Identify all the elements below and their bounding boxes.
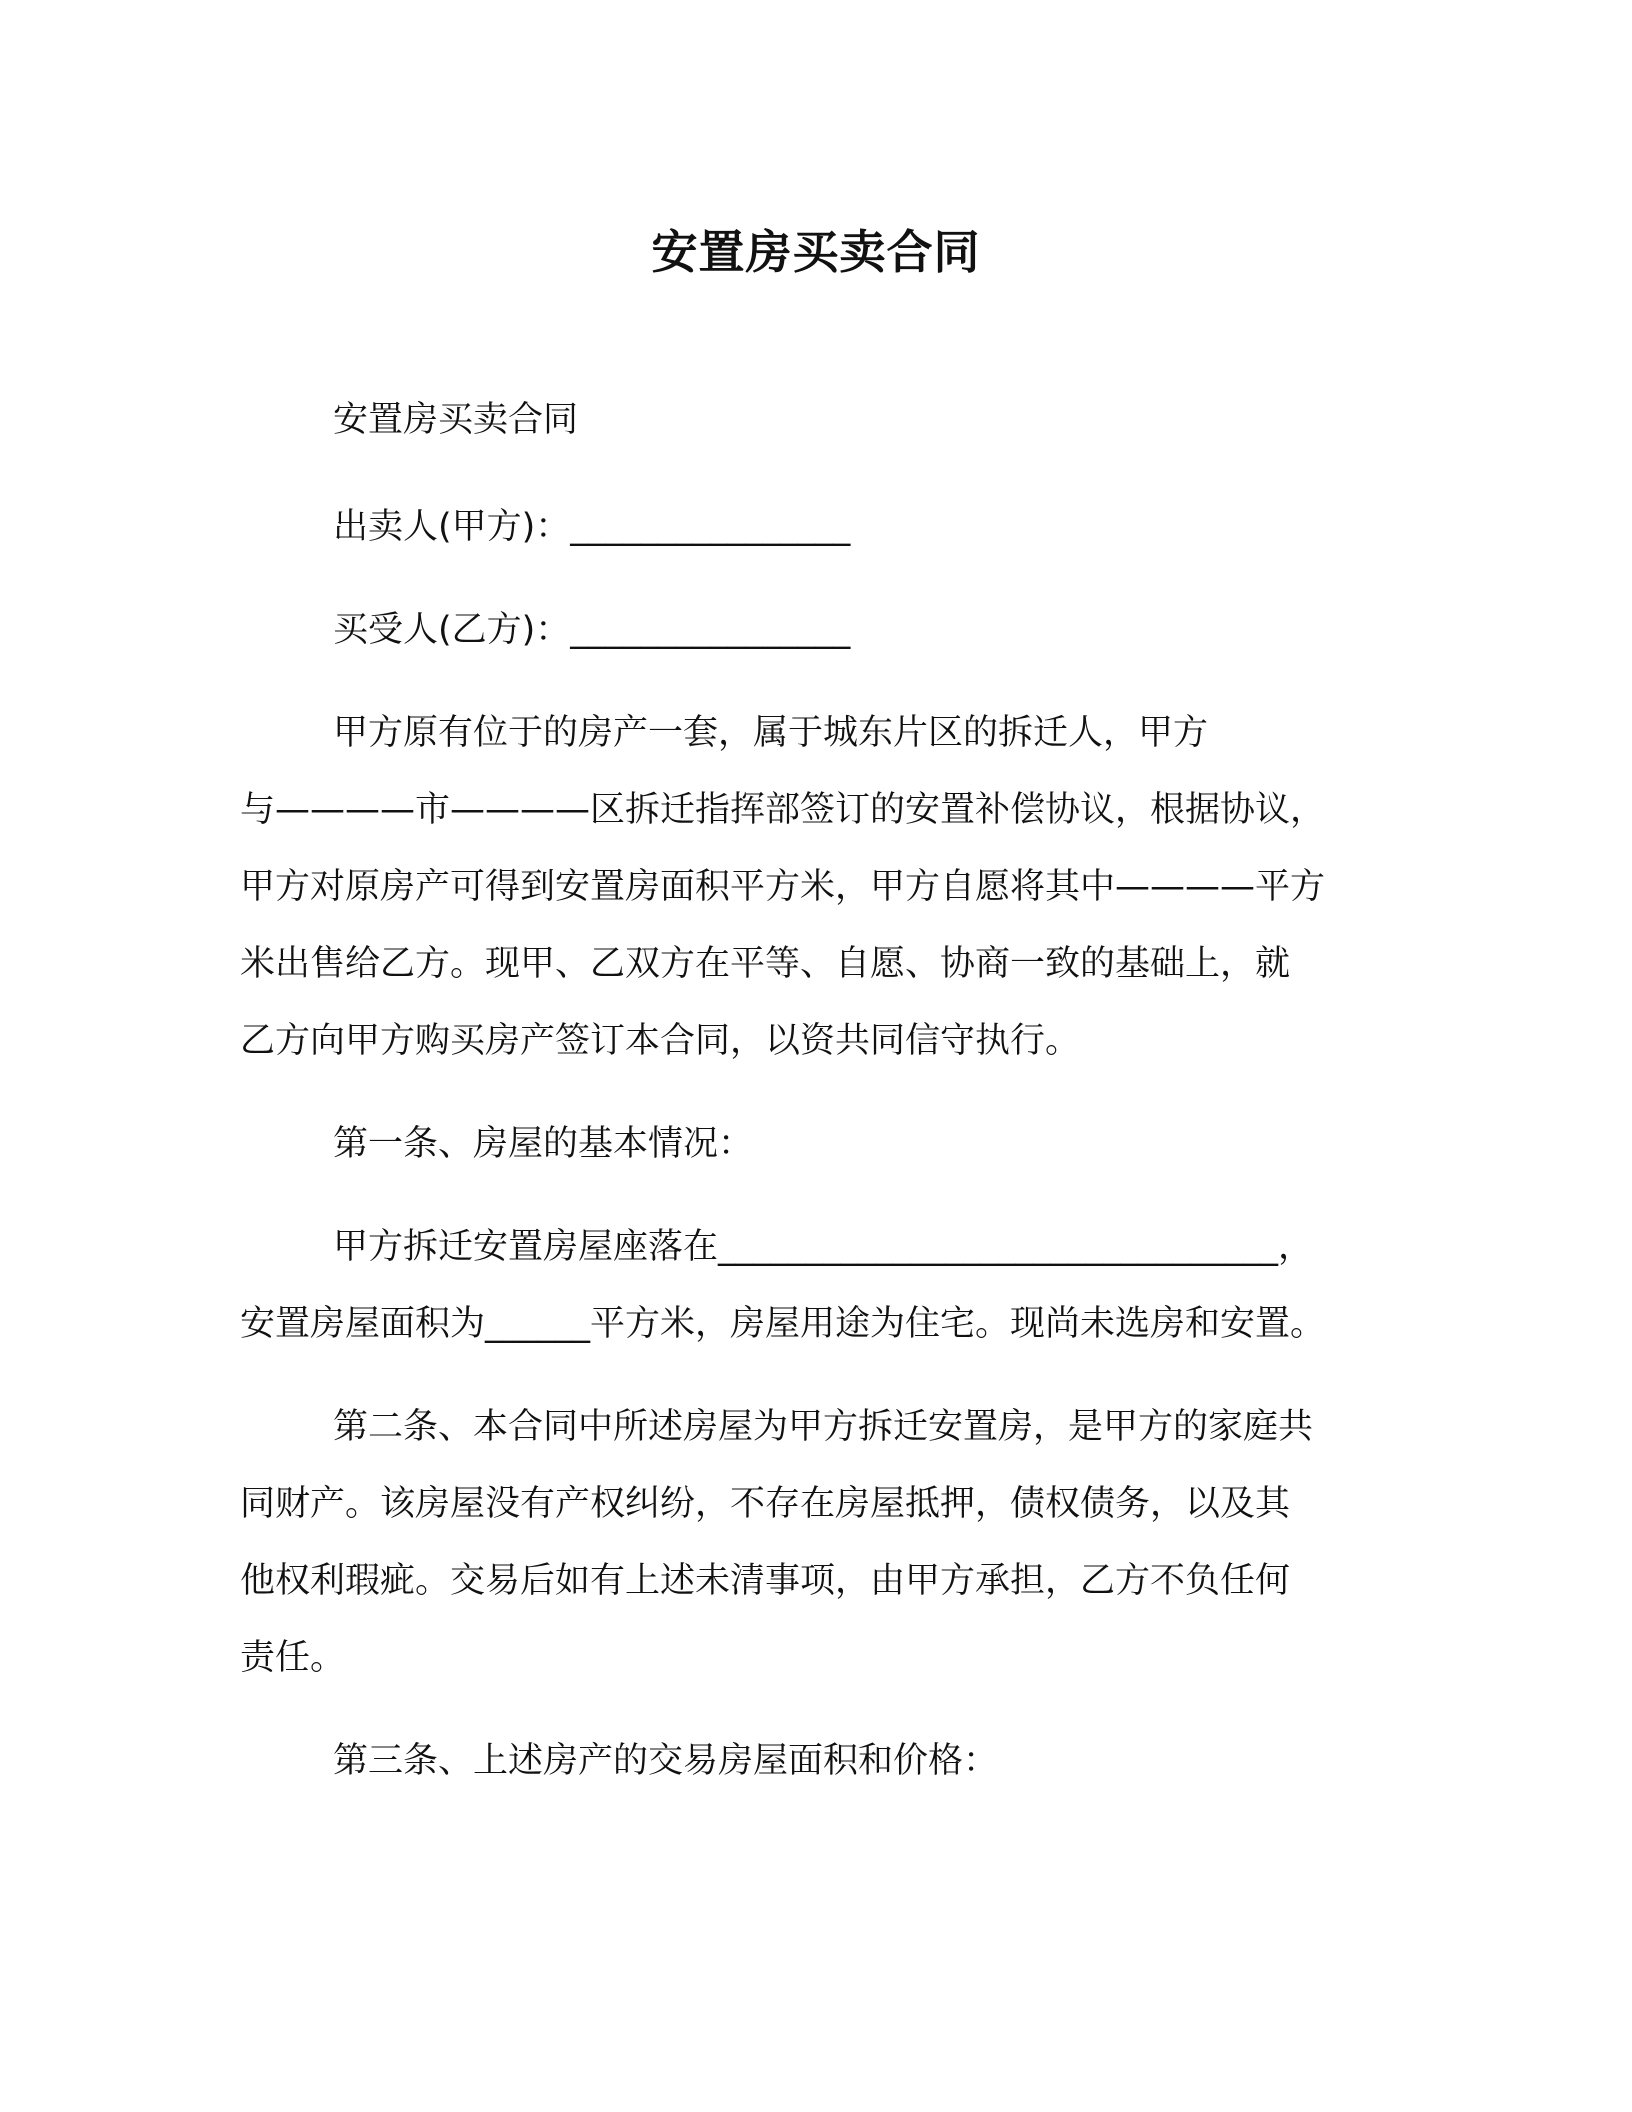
document-title: 安置房买卖合同 bbox=[651, 225, 981, 279]
article-3-heading: 第三条、上述房产的交易房屋面积和价格： bbox=[333, 1741, 999, 1781]
heading-repeat: 安置房买卖合同 bbox=[333, 400, 579, 440]
preamble-line-4: 米出售给乙方。现甲、乙双方在平等、自愿、协商一致的基础上，就 bbox=[240, 944, 1291, 984]
article-2-line-3: 他权利瑕疵。交易后如有上述未清事项，由甲方承担，乙方不负任何 bbox=[240, 1561, 1291, 1601]
article-1-line-2: 安置房屋面积为______平方米，房屋用途为住宅。现尚未选房和安置。 bbox=[240, 1304, 1326, 1344]
preamble-line-3: 甲方对原房产可得到安置房面积平方米，甲方自愿将其中————平方 bbox=[240, 867, 1326, 907]
article-2-line-1: 第二条、本合同中所述房屋为甲方拆迁安置房，是甲方的家庭共 bbox=[333, 1407, 1314, 1447]
preamble-line-2: 与————市————区拆迁指挥部签订的安置补偿协议，根据协议， bbox=[240, 790, 1326, 830]
buyer-line: 买受人(乙方)：________________ bbox=[333, 610, 851, 650]
article-2-line-2: 同财产。该房屋没有产权纠纷，不存在房屋抵押，债权债务，以及其 bbox=[240, 1484, 1291, 1524]
seller-line: 出卖人(甲方)：________________ bbox=[333, 507, 851, 547]
article-2-line-4: 责任。 bbox=[240, 1638, 346, 1678]
preamble-line-5: 乙方向甲方购买房产签订本合同，以资共同信守执行。 bbox=[240, 1021, 1081, 1061]
article-1-heading: 第一条、房屋的基本情况： bbox=[333, 1124, 754, 1164]
article-1-line-1: 甲方拆迁安置房屋座落在________________________________， bbox=[333, 1227, 1314, 1267]
preamble-line-1: 甲方原有位于的房产一套，属于城东片区的拆迁人，甲方 bbox=[333, 713, 1209, 753]
